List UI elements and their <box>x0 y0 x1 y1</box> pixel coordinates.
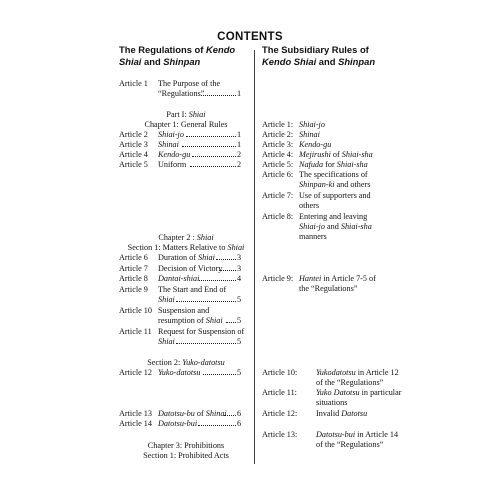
rule-title: Kendo-gu <box>299 140 332 149</box>
chapter-heading: Chapter 3: Prohibitions <box>147 441 225 450</box>
rule-number: Article 4: <box>262 150 294 159</box>
article-title: Yuko-datotsu <box>158 368 201 377</box>
article-title: Shiai <box>158 295 175 304</box>
article-title: “Regulations” <box>158 89 205 98</box>
article-title: Shiai-jo <box>158 130 184 139</box>
article-number: Article 12 <box>119 368 152 377</box>
article-title: The Purpose of the <box>158 79 221 88</box>
rule-number: Article 11: <box>262 388 297 397</box>
page-number: 6 <box>237 409 242 418</box>
page-number: 2 <box>237 150 242 159</box>
article-number: Article 5 <box>119 160 148 169</box>
article-number: Article 7 <box>119 264 148 273</box>
page-number: 3 <box>237 264 242 273</box>
rule-title: of the “Regulations” <box>316 440 384 449</box>
rule-title: Nafuda for Shiai-sha <box>299 160 368 169</box>
rule-title: The specifications of <box>299 170 368 179</box>
dot-leader <box>182 146 236 147</box>
rule-title: others <box>299 201 320 210</box>
article-title: Duration of Shiai <box>158 253 215 262</box>
rule-number: Article 9: <box>262 274 294 283</box>
rule-number: Article 3: <box>262 140 294 149</box>
article-number: Article 4 <box>119 150 148 159</box>
rule-number: Article 10: <box>262 368 298 377</box>
dot-leader <box>192 156 236 157</box>
article-title: Kendo-gu <box>158 150 191 159</box>
page-number: 6 <box>237 419 242 428</box>
article-title: The Start and End of <box>158 285 227 294</box>
article-number: Article 8 <box>119 274 148 283</box>
rule-number: Article 8: <box>262 212 294 221</box>
dot-leader <box>203 374 236 375</box>
article-number: Article 3 <box>119 140 148 149</box>
article-number: Article 2 <box>119 130 148 139</box>
rule-title: Entering and leaving <box>299 212 368 221</box>
article-title: Datotsu-bui <box>158 419 198 428</box>
rule-title: manners <box>299 232 327 241</box>
article-number: Article 10 <box>119 306 152 315</box>
chapter-heading: Chapter 2 : Shiai <box>158 233 214 242</box>
chapter-heading: Chapter 1: General Rules <box>144 120 228 129</box>
article-number: Article 6 <box>119 253 148 262</box>
article-title: Shinai <box>158 140 179 149</box>
right-column-header: The Subsidiary Rules of Kendo Shiai and Shinpan <box>262 44 376 67</box>
article-title: Dantai-shiai <box>158 274 200 283</box>
rule-title: Use of supporters and <box>299 191 371 200</box>
dot-leader <box>224 415 236 416</box>
article-title: Decision of Victory <box>158 264 223 273</box>
rule-title: Shinai <box>299 130 320 139</box>
dot-leader <box>176 343 236 344</box>
article-title: Uniform <box>158 160 187 169</box>
rule-title: Yukodatotsu in Article 12 <box>316 368 399 377</box>
page-number: 5 <box>237 337 242 346</box>
dot-leader <box>186 136 236 137</box>
dot-leader <box>198 425 236 426</box>
dot-leader <box>219 270 236 271</box>
rule-title: situations <box>316 398 348 407</box>
dot-leader <box>201 95 236 96</box>
article-title: Datotsu-bu of Shinai <box>158 409 227 418</box>
rule-title: Datotsu-bui in Article 14 <box>316 430 399 439</box>
rule-title: Invalid Datotsu <box>316 409 368 418</box>
article-number: Article 1 <box>119 79 148 88</box>
rule-number: Article 5: <box>262 160 294 169</box>
contents-title: CONTENTS <box>217 31 283 43</box>
page-number: 4 <box>237 274 242 283</box>
rule-number: Article 7: <box>262 191 294 200</box>
rule-title: Shiai-jo and Shiai-sha <box>299 222 372 231</box>
article-number: Article 13 <box>119 409 152 418</box>
rule-title: Mejirushi of Shiai-sha <box>299 150 373 159</box>
left-column-header: The Regulations of Kendo Shiai and Shinpan <box>119 44 236 67</box>
section-heading: Section 1: Matters Relative to Shiai <box>127 243 245 252</box>
page-number: 3 <box>237 253 242 262</box>
column-divider <box>254 50 255 464</box>
dot-leader <box>216 259 236 260</box>
article-title: Shiai <box>158 337 175 346</box>
part-heading: Part I: Shiai <box>166 110 206 119</box>
page-number: 5 <box>237 295 242 304</box>
rule-number: Article 12: <box>262 409 298 418</box>
page-number: 1 <box>237 140 242 149</box>
section-heading: Section 2: Yuko-datotsu <box>147 358 225 367</box>
page-number: 1 <box>237 89 242 98</box>
dot-leader <box>226 322 236 323</box>
rule-title: Hantei in Article 7-5 of <box>299 274 376 283</box>
rule-title: Shiai-jo <box>299 120 325 129</box>
dot-leader <box>190 166 236 167</box>
page-number: 2 <box>237 160 242 169</box>
article-number: Article 11 <box>119 327 152 336</box>
rule-number: Article 6: <box>262 170 294 179</box>
rule-number: Article 1: <box>262 120 294 129</box>
section-heading: Section 1: Prohibited Acts <box>143 451 229 460</box>
dot-leader <box>199 280 236 281</box>
article-title: Request for Suspension of <box>158 327 245 336</box>
article-title: Suspension and <box>158 306 210 315</box>
dot-leader <box>176 301 236 302</box>
page-number: 1 <box>237 130 242 139</box>
rule-title: Yuko Datotsu in particular <box>316 388 402 397</box>
rule-number: Article 2: <box>262 130 294 139</box>
article-title: resumption of Shiai <box>158 316 223 325</box>
article-number: Article 14 <box>119 419 152 428</box>
rule-title: Shinpan-ki and others <box>299 180 371 189</box>
rule-title: the “Regulations” <box>299 284 358 293</box>
rule-title: of the “Regulations” <box>316 378 384 387</box>
page-number: 5 <box>237 368 242 377</box>
rule-number: Article 13: <box>262 430 298 439</box>
article-number: Article 9 <box>119 285 148 294</box>
page-number: 5 <box>237 316 242 325</box>
